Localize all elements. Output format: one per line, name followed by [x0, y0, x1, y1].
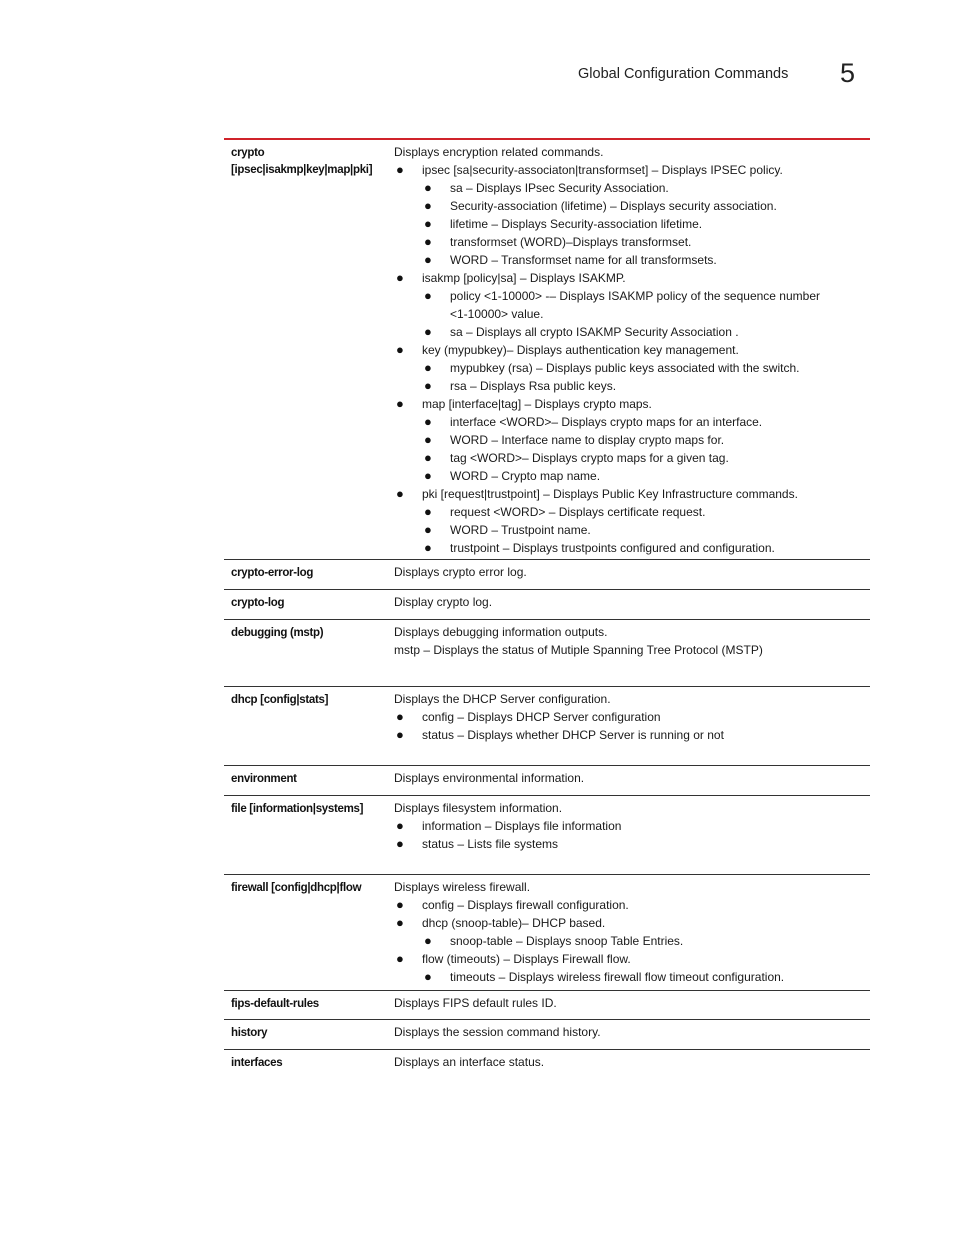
line-text: tag <WORD>– Displays crypto maps for a given tag.: [450, 451, 729, 465]
command-name: crypto [ipsec|isakmp|key|map|pki]: [231, 147, 373, 176]
command-description: [394, 560, 870, 589]
line-text: snoop-table – Displays snoop Table Entries.: [450, 934, 684, 948]
line-text: WORD – Trustpoint name.: [450, 523, 591, 537]
bullet-icon: ●: [396, 818, 404, 833]
command-description: [394, 1020, 870, 1049]
bullet-icon: ●: [396, 342, 404, 357]
line-text: Displays environmental information.: [394, 771, 585, 785]
line-text: interface <WORD>– Displays crypto maps for an interface.: [450, 415, 763, 429]
description-line: [394, 215, 870, 233]
table-row: [224, 766, 870, 796]
command-name: environment: [231, 773, 297, 785]
line-text: Displays wireless firewall.: [394, 880, 531, 894]
bullet-icon: ●: [424, 360, 432, 375]
page-header: [560, 58, 870, 94]
command-name: dhcp [config|stats]: [231, 694, 329, 706]
bullet-icon: ●: [424, 378, 432, 393]
line-text: ipsec [sa|security-associaton|transformset] – Displays IPSEC policy.: [422, 163, 783, 177]
line-text: isakmp [policy|sa] – Displays ISAKMP.: [422, 271, 626, 285]
table-row: [224, 687, 870, 766]
description-line: [394, 932, 870, 950]
command-name: crypto-error-log: [231, 567, 314, 579]
line-text: status – Lists file systems: [422, 837, 559, 851]
bullet-icon: ●: [424, 324, 432, 339]
description-line: [394, 896, 870, 914]
bullet-icon: ●: [396, 727, 404, 742]
command-description: [394, 140, 870, 559]
command-name: interfaces: [231, 1057, 283, 1069]
line-text: Displays FIPS default rules ID.: [394, 996, 557, 1010]
chapter-title: Global Configuration Commands: [578, 66, 789, 82]
description-line: [394, 431, 870, 449]
line-text: config – Displays firewall configuration.: [422, 898, 629, 912]
line-text: sa – Displays IPsec Security Association.: [450, 181, 669, 195]
description-line: [394, 251, 870, 269]
command-name: fips-default-rules: [231, 998, 319, 1010]
command-description: [394, 875, 870, 990]
line-text: WORD – Crypto map name.: [450, 469, 601, 483]
description-line: [394, 641, 870, 659]
line-text: Security-association (lifetime) – Displays security association.: [450, 199, 777, 213]
description-line: [394, 878, 870, 896]
description-line: [394, 197, 870, 215]
line-text: request <WORD> – Displays certificate request.: [450, 505, 706, 519]
description-line: [394, 269, 870, 287]
description-line: [394, 341, 870, 359]
description-line: [394, 449, 870, 467]
line-text: policy <1-10000> -– Displays ISAKMP policy of the sequence number: [450, 289, 820, 303]
description-line: [394, 377, 870, 395]
bullet-icon: ●: [424, 933, 432, 948]
description-line: [394, 817, 870, 835]
description-line: [394, 835, 870, 853]
bullet-icon: ●: [424, 216, 432, 231]
description-line: [394, 233, 870, 251]
command-description: [394, 766, 870, 795]
line-text: Displays an interface status.: [394, 1055, 545, 1069]
bullet-icon: ●: [424, 522, 432, 537]
command-name: debugging (mstp): [231, 627, 324, 639]
description-line: [394, 769, 870, 787]
bullet-icon: ●: [424, 198, 432, 213]
bullet-icon: ●: [396, 836, 404, 851]
line-text: Display crypto log.: [394, 595, 493, 609]
bullet-icon: ●: [424, 288, 432, 303]
line-text: information – Displays file information: [422, 819, 622, 833]
line-text: flow (timeouts) – Displays Firewall flow.: [422, 952, 631, 966]
line-text: pki [request|trustpoint] – Displays Public Key Infrastructure commands.: [422, 487, 798, 501]
table-row: [224, 560, 870, 590]
line-text: Displays the DHCP Server configuration.: [394, 692, 611, 706]
command-description: [394, 590, 870, 619]
line-text: Displays the session command history.: [394, 1025, 601, 1039]
table-row: [224, 1020, 870, 1050]
description-line: [394, 143, 870, 161]
description-line: [394, 467, 870, 485]
description-line: [394, 503, 870, 521]
command-name: firewall [config|dhcp|flow: [231, 882, 362, 894]
bullet-icon: ●: [424, 504, 432, 519]
line-text: Displays filesystem information.: [394, 801, 563, 815]
line-text: Displays crypto error log.: [394, 565, 527, 579]
description-line: [394, 161, 870, 179]
description-line: [394, 323, 870, 341]
line-text: Displays debugging information outputs.: [394, 625, 608, 639]
bullet-icon: ●: [396, 270, 404, 285]
command-description: [394, 687, 870, 765]
command-name: file [information|systems]: [231, 803, 364, 815]
description-line: [394, 485, 870, 503]
line-text: transformset (WORD)–Displays transformset.: [450, 235, 692, 249]
command-name: crypto-log: [231, 597, 285, 609]
description-line: [394, 563, 870, 581]
line-text: dhcp (snoop-table)– DHCP based.: [422, 916, 606, 930]
description-line: [394, 1023, 870, 1041]
description-line: [394, 968, 870, 986]
description-line: [394, 708, 870, 726]
description-line: [394, 521, 870, 539]
table-row: [224, 620, 870, 687]
table-row: [224, 796, 870, 875]
command-name: history: [231, 1027, 268, 1039]
description-line: [394, 799, 870, 817]
description-line: [394, 359, 870, 377]
bullet-icon: ●: [396, 951, 404, 966]
line-text: config – Displays DHCP Server configuration: [422, 710, 661, 724]
description-line: [394, 305, 870, 323]
command-description: [394, 620, 870, 686]
description-line: [394, 593, 870, 611]
description-line: [394, 994, 870, 1012]
table-row: [224, 991, 870, 1020]
description-line: [394, 413, 870, 431]
bullet-icon: ●: [396, 709, 404, 724]
line-text: timeouts – Displays wireless firewall flow timeout configuration.: [450, 970, 785, 984]
table-row: [224, 875, 870, 991]
line-text: Displays encryption related commands.: [394, 145, 604, 159]
line-text: WORD – Transformset name for all transformsets.: [450, 253, 717, 267]
description-line: [394, 395, 870, 413]
description-line: [394, 726, 870, 744]
line-text: status – Displays whether DHCP Server is running or not: [422, 728, 724, 742]
description-line: [394, 287, 870, 305]
chapter-number: 5: [840, 58, 856, 88]
bullet-icon: ●: [424, 450, 432, 465]
bullet-icon: ●: [396, 396, 404, 411]
description-line: [394, 690, 870, 708]
table-row: [224, 1050, 870, 1080]
line-text: sa – Displays all crypto ISAKMP Security Association .: [450, 325, 739, 339]
table-row: [224, 140, 870, 560]
bullet-icon: ●: [396, 486, 404, 501]
bullet-icon: ●: [424, 969, 432, 984]
command-description: [394, 796, 870, 874]
line-text: map [interface|tag] – Displays crypto maps.: [422, 397, 652, 411]
line-text: WORD – Interface name to display crypto maps for.: [450, 433, 725, 447]
description-line: [394, 539, 870, 557]
line-text: rsa – Displays Rsa public keys.: [450, 379, 617, 393]
table-row: [224, 590, 870, 620]
bullet-icon: ●: [396, 162, 404, 177]
description-line: [394, 623, 870, 641]
bullet-icon: ●: [396, 915, 404, 930]
bullet-icon: ●: [424, 234, 432, 249]
description-line: [394, 914, 870, 932]
command-table: [224, 138, 870, 1080]
command-description: [394, 991, 870, 1019]
line-text: mypubkey (rsa) – Displays public keys associated with the switch.: [450, 361, 800, 375]
description-line: [394, 1053, 870, 1071]
bullet-icon: ●: [424, 180, 432, 195]
description-line: [394, 179, 870, 197]
line-text: mstp – Displays the status of Mutiple Spanning Tree Protocol (MSTP): [394, 643, 763, 657]
line-text: key (mypubkey)– Displays authentication key management.: [422, 343, 739, 357]
bullet-icon: ●: [424, 252, 432, 267]
bullet-icon: ●: [424, 414, 432, 429]
bullet-icon: ●: [396, 897, 404, 912]
bullet-icon: ●: [424, 468, 432, 483]
line-text: lifetime – Displays Security-association lifetime.: [450, 217, 703, 231]
bullet-icon: ●: [424, 432, 432, 447]
line-text: trustpoint – Displays trustpoints configured and configuration.: [450, 541, 775, 555]
command-description: [394, 1050, 870, 1080]
bullet-icon: ●: [424, 540, 432, 555]
description-line: [394, 950, 870, 968]
line-text: <1-10000> value.: [450, 307, 544, 321]
